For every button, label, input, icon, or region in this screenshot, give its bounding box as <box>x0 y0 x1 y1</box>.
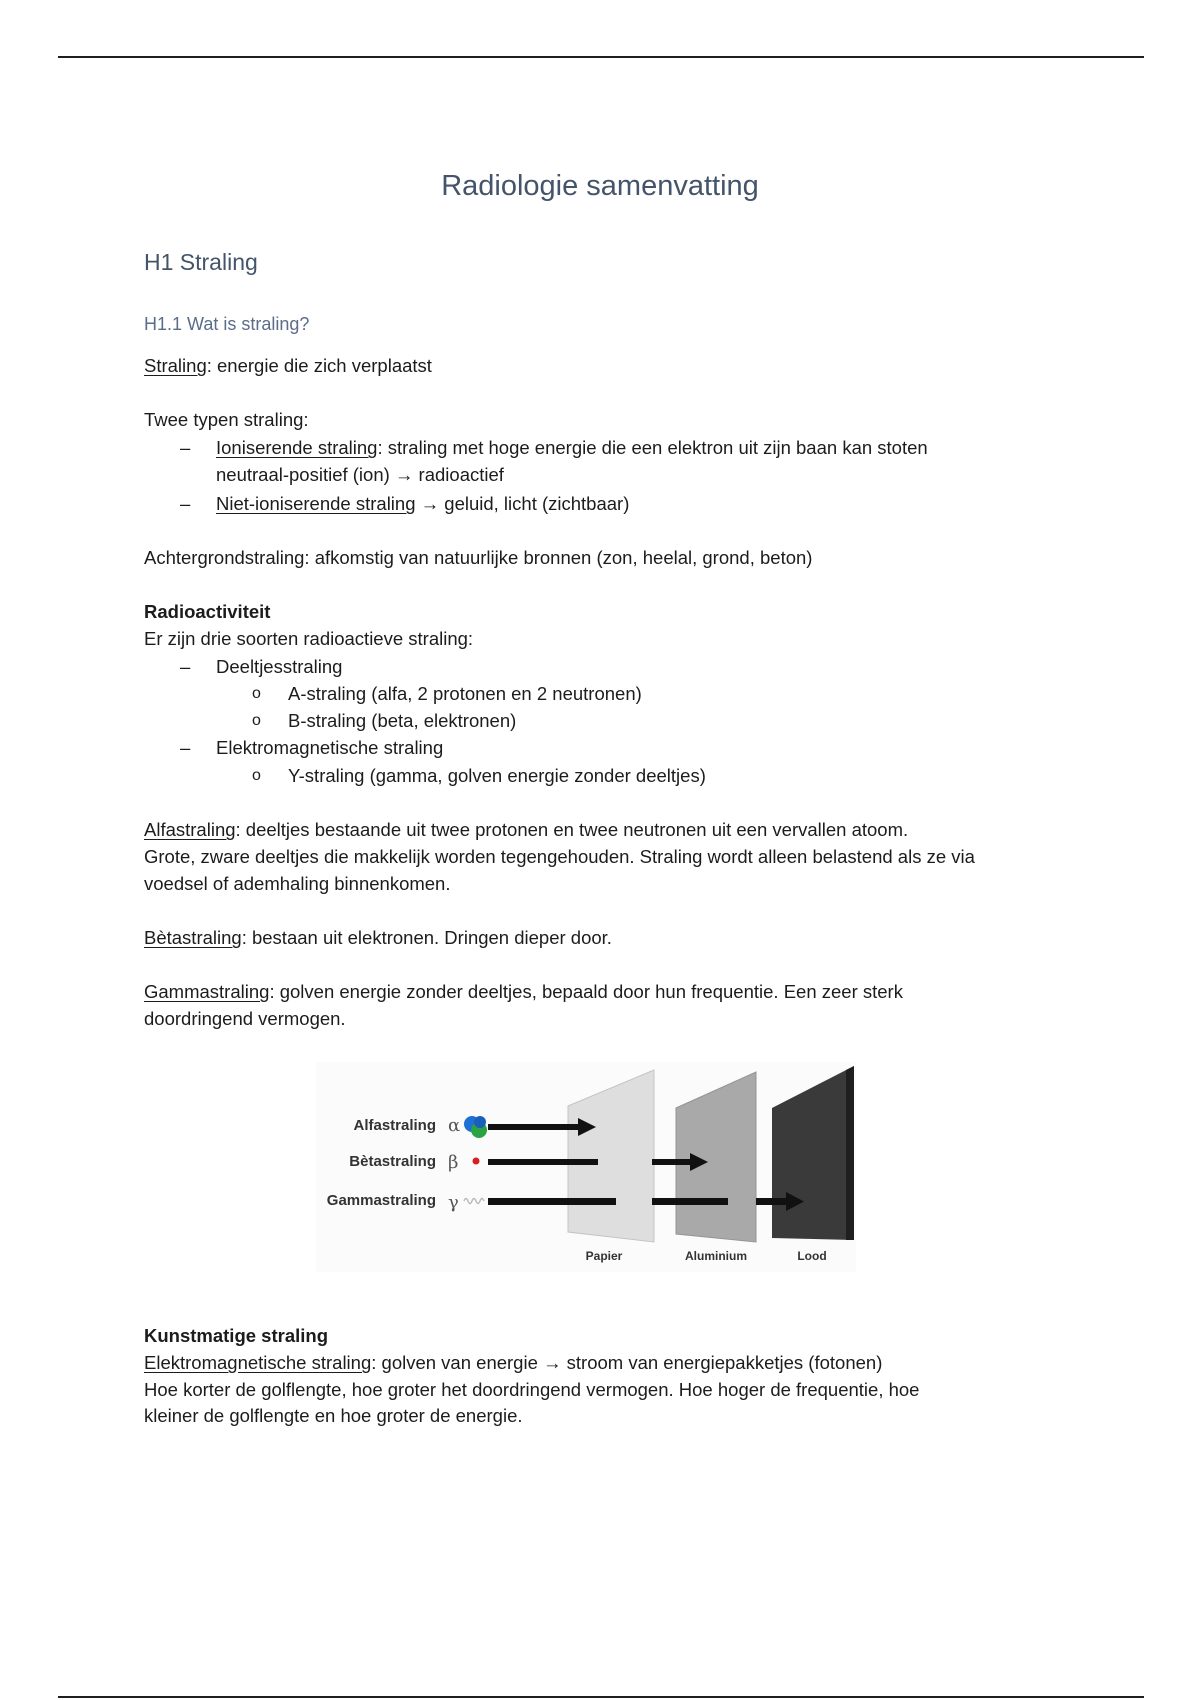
alfastraling-line3: voedsel of ademhaling binnenkomen. <box>144 873 451 894</box>
straling-definition: Straling: energie die zich verplaatst <box>144 355 432 376</box>
elektromagnetische-straling-line3: kleiner de golflengte en hoe groter de energie. <box>144 1405 523 1426</box>
gammastraling-line2: doordringend vermogen. <box>144 1008 346 1029</box>
page-title: Radiologie samenvatting <box>441 170 759 202</box>
twee-typen-label: Twee typen straling: <box>144 409 309 430</box>
list-item-ioniserend-continued: neutraal-positief (ion) → radioactief <box>216 464 504 485</box>
elektromagnetische-straling-line1: Elektromagnetische straling: golven van energie → stroom van energiepakketjes (fotonen) <box>144 1352 883 1373</box>
radioactiviteit-intro: Er zijn drie soorten radioactieve straling: <box>144 628 474 649</box>
gamma-arrow-shaft-2 <box>652 1198 728 1205</box>
lead-barrier-edge <box>846 1066 854 1240</box>
gamma-symbol: γ <box>448 1192 459 1213</box>
alfastraling-line2: Grote, zware deeltjes die makkelijk worden tegengehouden. Straling wordt alleen belastend als ze via <box>144 846 975 867</box>
gamma-arrow-shaft-3 <box>756 1198 786 1205</box>
alfa-arrow-shaft <box>488 1124 578 1130</box>
gamma-arrow-shaft-1 <box>488 1198 616 1205</box>
label-alfastraling: Alfastraling <box>353 1117 436 1134</box>
aluminium-barrier <box>676 1072 756 1242</box>
alfastraling-line1: Alfastraling: deeltjes bestaande uit twee protonen en twee neutronen uit een vervallen atoom. <box>144 819 909 840</box>
radioactiviteit-heading: Radioactiviteit <box>144 601 271 622</box>
beta-arrow-shaft-1 <box>488 1159 598 1165</box>
footer-rule <box>58 1696 1144 1698</box>
dash-bullet: – <box>180 437 191 458</box>
alpha-symbol: α <box>448 1115 461 1136</box>
betastraling: Bètastraling: bestaan uit elektronen. Dringen dieper door. <box>144 927 612 948</box>
label-lood: Lood <box>797 1249 827 1263</box>
label-betastraling: Bètastraling <box>349 1153 436 1170</box>
label-papier: Papier <box>585 1249 623 1263</box>
beta-symbol: β <box>448 1152 459 1173</box>
label-aluminium: Aluminium <box>685 1249 747 1263</box>
lead-barrier <box>772 1066 854 1240</box>
beta-arrow-shaft-2 <box>652 1159 690 1165</box>
alfa-particle-blue-2 <box>474 1116 486 1128</box>
paper-barrier <box>568 1070 654 1242</box>
gammastraling-line1: Gammastraling: golven energie zonder deeltjes, bepaald door hun frequentie. Een zeer sterk <box>144 981 903 1002</box>
achtergrondstraling: Achtergrondstraling: afkomstig van natuurlijke bronnen (zon, heelal, grond, beton) <box>144 547 813 568</box>
label-gammastraling: Gammastraling <box>326 1192 436 1209</box>
radiation-penetration-diagram <box>316 1062 856 1272</box>
dash-bullet: – <box>180 493 191 514</box>
kunstmatige-straling-heading: Kunstmatige straling <box>144 1325 328 1346</box>
term-straling: Straling <box>144 355 207 376</box>
header-rule <box>58 56 1144 58</box>
beta-particle <box>473 1158 480 1165</box>
heading-h1: H1 Straling <box>144 249 258 275</box>
heading-h1-1: H1.1 Wat is straling? <box>144 314 310 334</box>
elektromagnetische-straling-line2: Hoe korter de golflengte, hoe groter het doordringend vermogen. Hoe hoger de frequentie, hoe <box>144 1379 920 1400</box>
gamma-wave <box>464 1199 484 1204</box>
penetration-figure <box>316 1062 856 1272</box>
